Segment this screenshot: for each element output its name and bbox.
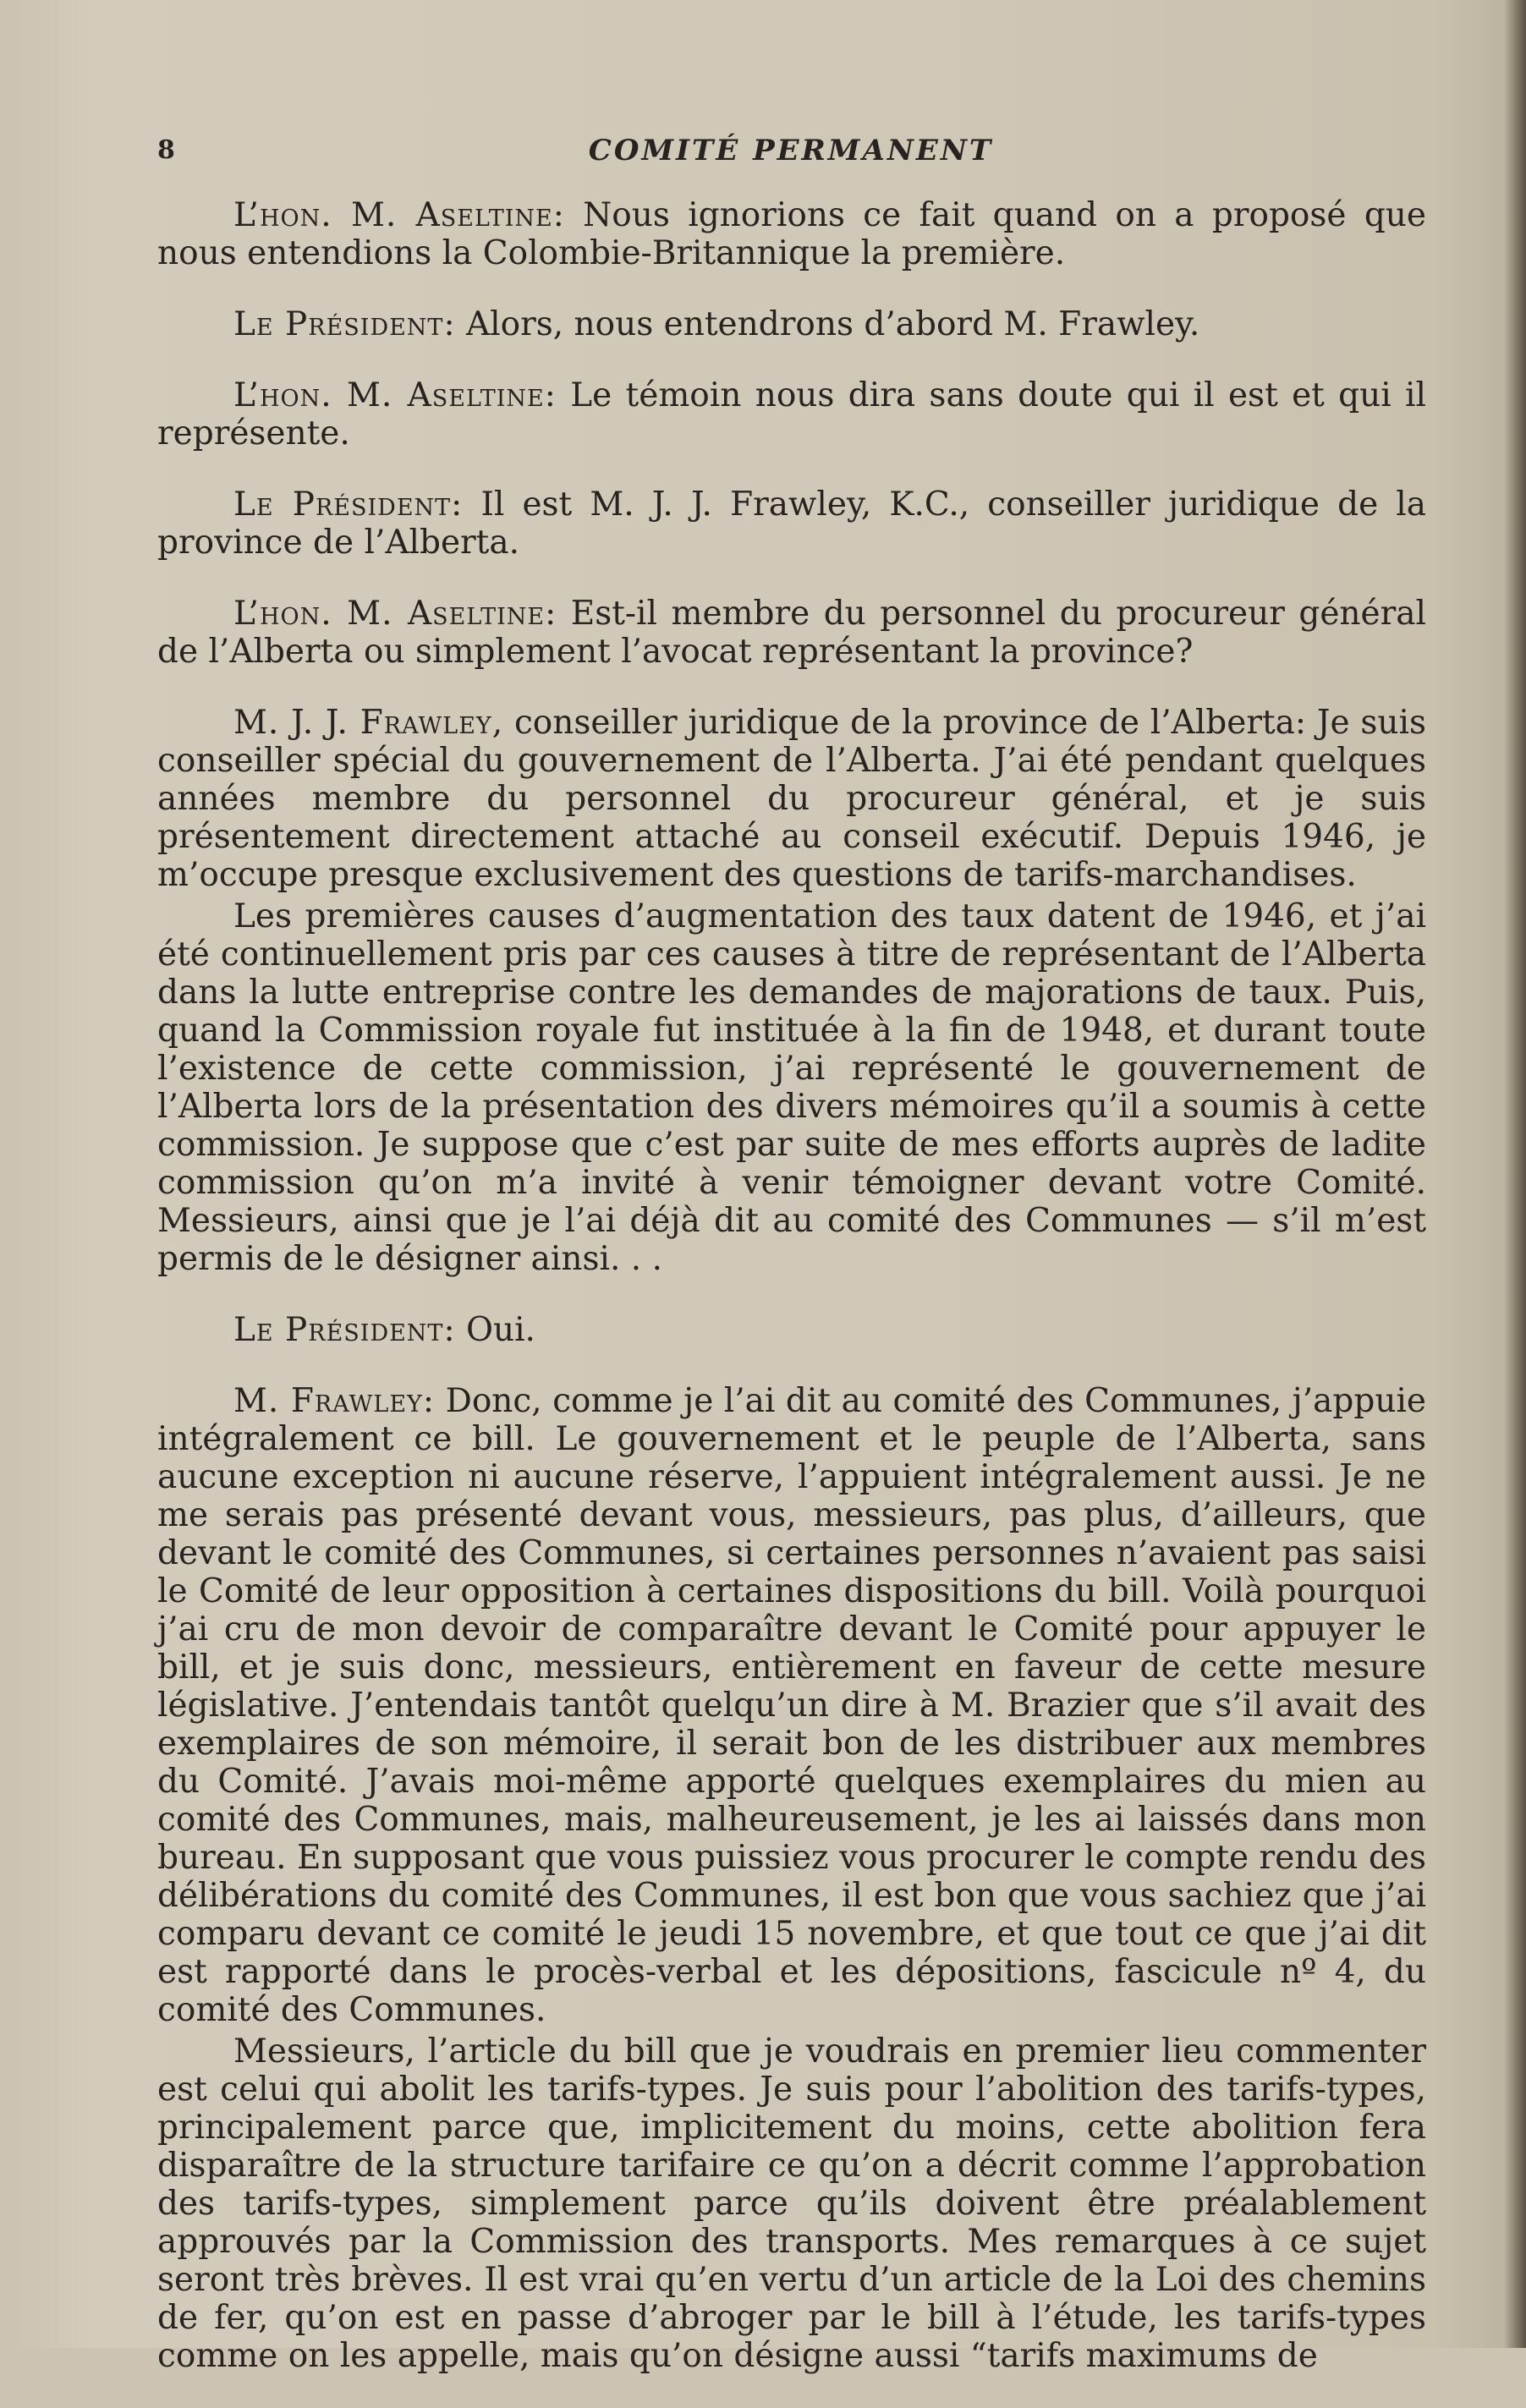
paragraph-9 <box>157 1382 1426 2029</box>
paragraph-10 <box>157 2032 1426 2375</box>
paragraph-text: Il est M. J. J. Frawley, K.C., conseiller juridique de la province de l’Alberta. <box>157 485 1427 562</box>
paragraph-4 <box>157 485 1426 562</box>
speaker-name: Le Président: <box>233 485 464 524</box>
paragraph-text: conseiller juridique de la province de l’Alberta: Je suis conseiller spécial du gouvernement de l’Alberta. J’ai été pendant quelques années membre du personnel du procureur général, et je suis présentement directement attaché au conseil exécutif. Depuis 1946, je m’occupe presque exclusivement des questions de tarifs-marchandises. <box>157 704 1426 894</box>
page-number: 8 <box>157 135 175 165</box>
running-head: COMITÉ PERMANENT <box>588 134 994 167</box>
paragraph-3 <box>157 376 1426 453</box>
speaker-name: L’hon. M. Aseltine: <box>233 376 557 414</box>
body-text <box>157 196 1426 2408</box>
paragraph-1 <box>157 196 1426 272</box>
paragraph-2 <box>157 305 1426 343</box>
page-edge-shadow <box>1504 0 1526 2348</box>
paragraph-text: Est-il membre du personnel du procureur général de l’Alberta ou simplement l’avocat représentant la province? <box>157 595 1426 671</box>
paragraph-text: Le témoin nous dira sans doute qui il est et qui il représente. <box>157 376 1426 453</box>
paragraph-7 <box>157 897 1426 1278</box>
paragraph-5 <box>157 595 1426 671</box>
speaker-name: L’hon. M. Aseltine: <box>233 595 557 633</box>
speaker-name: Le Président: <box>233 1311 456 1349</box>
speaker-name: M. Frawley: <box>233 1382 436 1420</box>
paragraph-text: Messieurs, l’article du bill que je voudrais en premier lieu commenter est celui qui abolit les tarifs-types. Je suis pour l’abolition des tarifs-types, principalement parce que, implicitement du moins, cette abolition fera disparaître de la structure tarifaire ce qu’on a décrit comme l’approbation des tarifs-types, simplement parce qu’ils doivent être préalablement approuvés par la Commission des transports. Mes remarques à ce sujet seront très brèves. Il est vrai qu’en vertu d’un article de la Loi des chemins de fer, qu’on est en passe d’abroger par le bill à l’étude, les tarifs-types comme on les appelle, mais qu’on désigne aussi “tarifs maximums de <box>157 2032 1426 2375</box>
speaker-name: M. J. J. Frawley, <box>233 704 504 742</box>
speaker-name: Le Président: <box>233 305 456 343</box>
speaker-name: L’hon. M. Aseltine: <box>233 196 565 234</box>
paragraph-text: Alors, nous entendrons d’abord M. Frawley. <box>465 305 1200 343</box>
paragraph-text: Nous ignorions ce fait quand on a proposé que nous entendions la Colombie-Britannique la première. <box>157 196 1426 272</box>
paragraph-text: Les premières causes d’augmentation des taux datent de 1946, et j’ai été continuellement pris par ces causes à titre de représentant de l’Alberta dans la lutte entreprise contre les demandes de majorations de taux. Puis, quand la Commission royale fut instituée à la fin de 1948, et durant toute l’existence de cette commission, j’ai représenté le gouvernement de l’Alberta lors de la présentation des divers mémoires qu’il a soumis à cette commission. Je suppose que c’est par suite de mes efforts auprès de ladite commission qu’on m’a invité à venir témoigner devant votre Comité. Messieurs, ainsi que je l’ai déjà dit au comité des Communes — s’il m’est permis de le désigner ainsi. . . <box>157 897 1426 1278</box>
page-header <box>157 127 1424 178</box>
paragraph-8 <box>157 1311 1426 1349</box>
paragraph-text: Oui. <box>465 1311 535 1349</box>
paragraph-6 <box>157 704 1426 894</box>
paragraph-text: Donc, comme je l’ai dit au comité des Communes, j’appuie intégralement ce bill. Le gouvernement et le peuple de l’Alberta, sans aucune exception ni aucune réserve, l’appuient intégralement aussi. Je ne me serais pas présenté devant vous, messieurs, pas plus, d’ailleurs, que devant le comité des Communes, si certaines personnes n’avaient pas saisi le Comité de leur opposition à certaines dispositions du bill. Voilà pourquoi j’ai cru de mon devoir de comparaître devant le Comité pour appuyer le bill, et je suis donc, messieurs, entièrement en faveur de cette mesure législative. J’entendais tantôt quelqu’un dire à M. Brazier que s’il avait des exemplaires de son mémoire, il serait bon de les distribuer aux membres du Comité. J’avais moi-même apporté quelques exemplaires du mien au comité des Communes, mais, malheureusement, je les ai laissés dans mon bureau. En supposant que vous puissiez vous procurer le compte rendu des délibérations du comité des Communes, il est bon que vous sachiez que j’ai comparu devant ce comité le jeudi 15 novembre, et que tout ce que j’ai dit est rapporté dans le procès-verbal et les dépositions, fascicule nº 4, du comité des Communes. <box>157 1382 1427 2029</box>
